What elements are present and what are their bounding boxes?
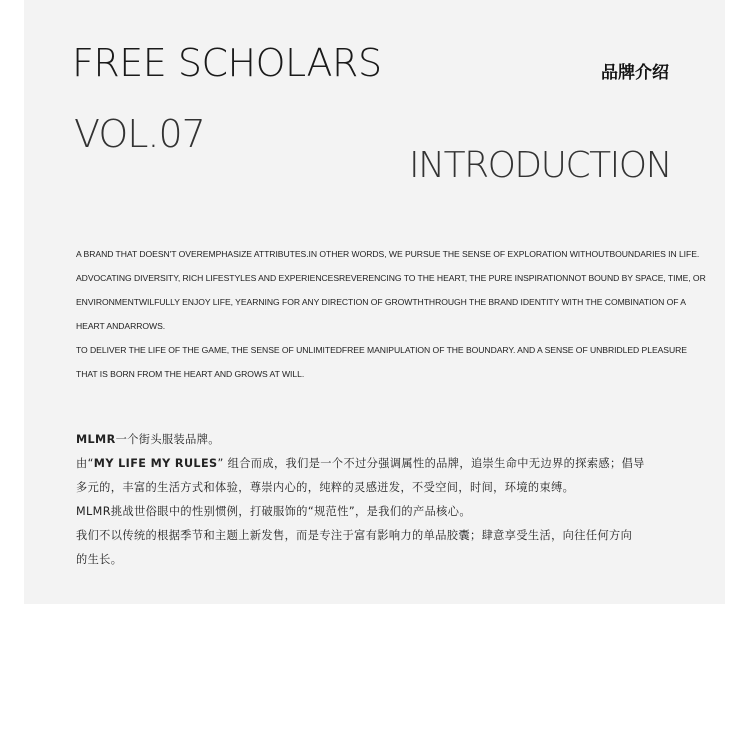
chinese-line [76,428,676,452]
english-line: TO DELIVER THE LIFE OF THE GAME, THE SENSE OF UNLIMITEDFREE MANIPULATION OF THE BOUNDARY. AND A SENSE OF UNBRIDLED PLEASURE [76,345,687,355]
english-line: HEART ANDARROWS. [76,321,166,331]
english-line: ADVOCATING DIVERSITY, RICH LIFESTYLES AND EXPERIENCESREVERENCING TO THE HEART, THE PURE INSPIRATIONNOT BOUND BY SPACE, TIME, OR [76,273,706,283]
chinese-line: MLMR挑战世俗眼中的性别惯例，打破服饰的“规范性”，是我们的产品核心。 [76,505,471,518]
chinese-line [76,452,676,476]
english-description [76,242,706,386]
english-line: ENVIRONMENTWILFULLY ENJOY LIFE, YEARNING FOR ANY DIRECTION OF GROWTHTHROUGH THE BRAND IDENTITY WITH THE COMBINATION OF A [76,297,686,307]
volume-number: VOL.07 [74,112,205,156]
chinese-line: 的生长。 [76,553,123,566]
brand-title: FREE SCHOLARS [72,41,382,85]
brand-motto: MY LIFE MY RULES [93,457,218,470]
chinese-line: 我们不以传统的根据季节和主题上新发售，而是专注于富有影响力的单品胶囊；肆意享受生活，向往任何方向 [76,529,633,542]
english-line: A BRAND THAT DOESN'T OVEREMPHASIZE ATTRIBUTES.IN OTHER WORDS, WE PURSUE THE SENSE OF EXPLORATION WITHOUTBOUNDARIES IN LIFE. [76,249,700,259]
chinese-line-text: 由“ [76,457,94,470]
brand-abbreviation: MLMR [76,433,116,446]
content-panel [24,0,725,604]
section-heading: INTRODUCTION [409,145,671,186]
chinese-line-text: 一个街头服装品牌。 [115,433,220,446]
chinese-line-text: ” 组合而成，我们是一个不过分强调属性的品牌，追崇生命中无边界的探索感；倡导 [217,457,645,470]
brand-intro-label: 品牌介绍 [601,63,669,83]
chinese-line: 多元的，丰富的生活方式和体验，尊崇内心的，纯粹的灵感迸发，不受空间，时间，环境的束缚。 [76,481,575,494]
chinese-description [76,428,676,572]
english-line: THAT IS BORN FROM THE HEART AND GROWS AT WILL. [76,369,305,379]
